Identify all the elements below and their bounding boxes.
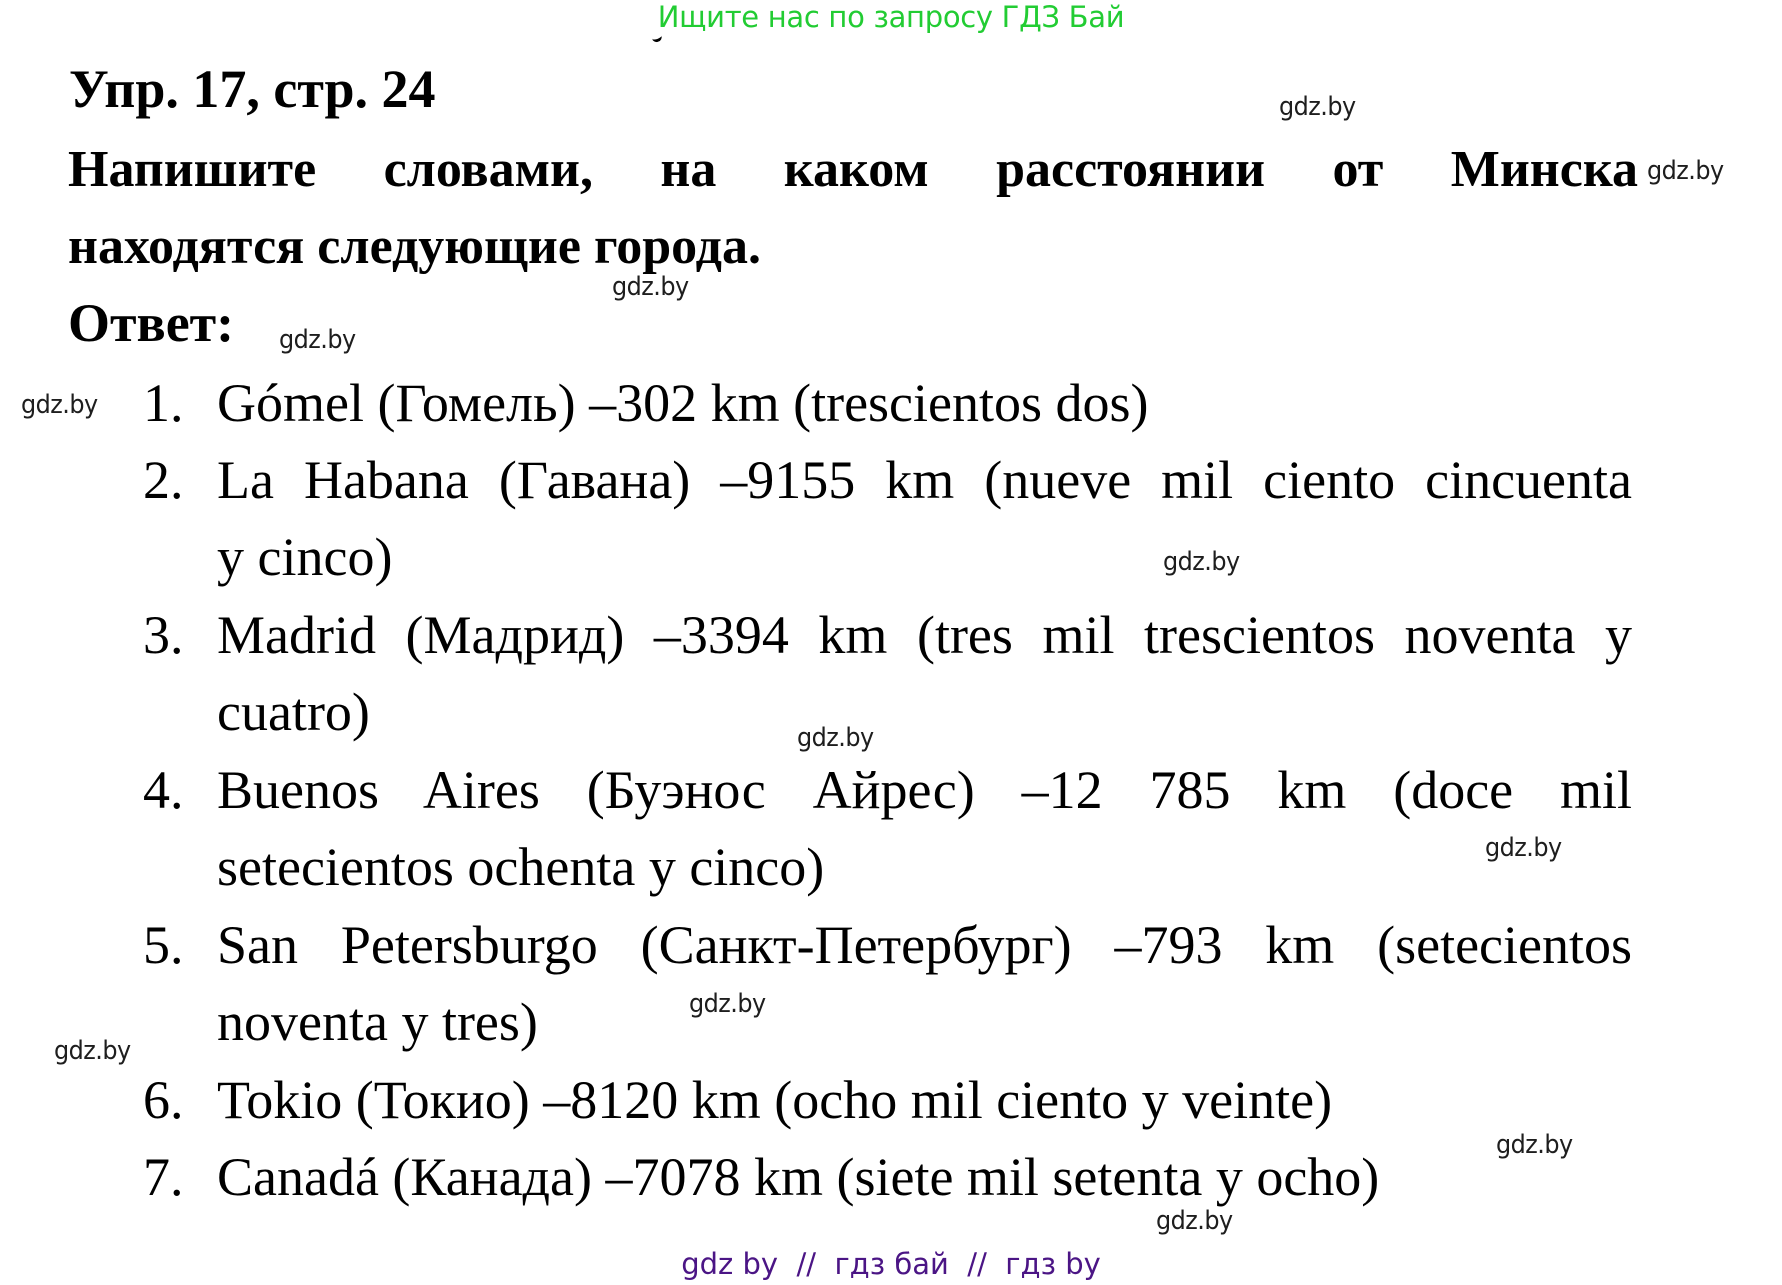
watermark: gdz.by <box>279 325 356 355</box>
list-item-7-line-1: Canadá (Канада) –7078 km (siete mil setenta y ocho) <box>217 1147 1380 1207</box>
watermark: gdz.by <box>797 723 874 753</box>
list-number-6: 6. <box>143 1070 184 1130</box>
list-number-3: 3. <box>143 605 184 665</box>
list-item-4-line-1: Buenos Aires (Буэнос Айрес) –12 785 km (doce mil <box>217 760 1632 820</box>
list-number-5: 5. <box>143 915 184 975</box>
scan-artifact-mark <box>651 33 663 44</box>
list-item-5-line-1: San Petersburgo (Санкт-Петербург) –793 km (setecientos <box>217 915 1632 975</box>
list-item-1-line-1: Gómel (Гомель) –302 km (trescientos dos) <box>217 373 1149 433</box>
list-number-7: 7. <box>143 1147 184 1207</box>
watermark: gdz.by <box>1163 547 1240 577</box>
footer-links-text: gdz by // гдз бай // гдз by <box>681 1247 1101 1281</box>
exercise-title: Упр. 17, стр. 24 <box>69 59 436 119</box>
watermark: gdz.by <box>1496 1130 1573 1160</box>
watermark: gdz.by <box>1647 156 1724 186</box>
list-number-1: 1. <box>143 373 184 433</box>
list-item-2-line-2: y cinco) <box>217 527 393 587</box>
promo-banner: Ищите нас по запросу ГДЗ Бай <box>657 0 1125 34</box>
list-item-3-line-1: Madrid (Мадрид) –3394 km (tres mil trescientos noventa y <box>217 605 1632 665</box>
answer-label: Ответ: <box>68 293 235 353</box>
list-number-4: 4. <box>143 760 184 820</box>
watermark: gdz.by <box>689 989 766 1019</box>
list-item-6-line-1: Tokio (Токио) –8120 km (ocho mil ciento y veinte) <box>217 1070 1333 1130</box>
list-item-3-line-2: cuatro) <box>217 682 370 742</box>
watermark: gdz.by <box>1485 833 1562 863</box>
watermark: gdz.by <box>21 390 98 420</box>
list-item-2-line-1: La Habana (Гавана) –9155 km (nueve mil ciento cincuenta <box>217 450 1632 510</box>
list-item-4-line-2: setecientos ochenta y cinco) <box>217 837 825 897</box>
list-item-5-line-2: noventa y tres) <box>217 992 538 1052</box>
watermark: gdz.by <box>612 272 689 302</box>
list-number-2: 2. <box>143 450 184 510</box>
watermark: gdz.by <box>1279 92 1356 122</box>
watermark: gdz.by <box>1156 1206 1233 1236</box>
question-line-1: Напишите словами, на каком расстоянии от Минска <box>68 141 1638 198</box>
question-line-2: находятся следующие города. <box>68 218 761 275</box>
watermark: gdz.by <box>54 1036 131 1066</box>
